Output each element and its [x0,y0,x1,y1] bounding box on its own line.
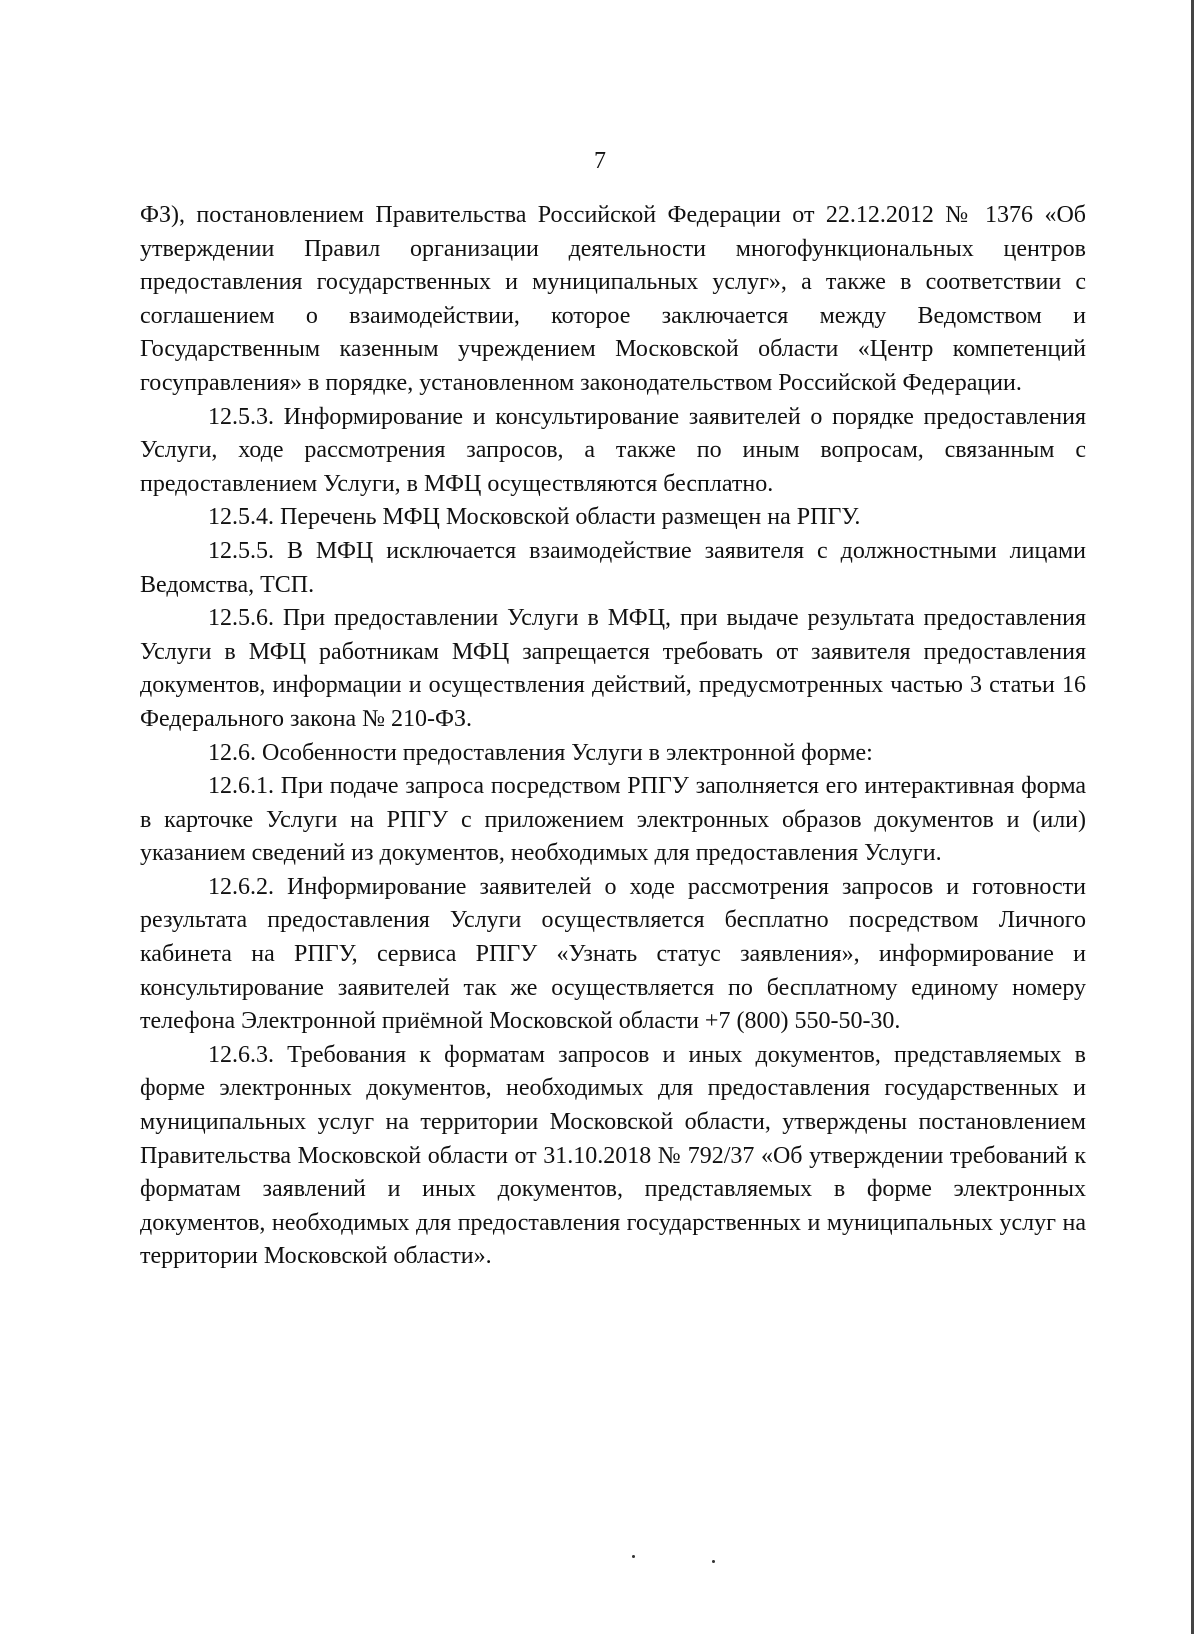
scan-edge [1191,0,1194,1634]
page-number: 7 [594,148,606,174]
scan-speck [712,1560,715,1563]
paragraph-12-5-3: 12.5.3. Информирование и консультирование заявителей о порядке предоставления Услуги, ходе рассмотрения запросов, а также по иным вопросам, связанным с предоставлением Услуги, в МФЦ осуществляются бесплатно. [140,403,1086,497]
paragraph-12-5-4: 12.5.4. Перечень МФЦ Московской области размещен на РПГУ. [208,504,861,531]
paragraph-12-5-5: 12.5.5. В МФЦ исключается взаимодействие заявителя с должностными лицами Ведомства, ТСП. [140,537,1086,598]
paragraph-12-6-1: 12.6.1. При подаче запроса посредством РПГУ заполняется его интерактивная форма в карточке Услуги на РПГУ с приложением электронных образов документов и (или) указанием сведений из документов, необходимых для предоставления Услуги. [140,773,1086,867]
paragraph-12-6: 12.6. Особенности предоставления Услуги в электронной форме: [208,739,873,766]
document-body [140,199,1086,1274]
scan-speck [632,1555,635,1558]
paragraph-12-6-3: 12.6.3. Требования к форматам запросов и иных документов, представляемых в форме электронных документов, необходимых для предоставления государственных и муниципальных услуг на территории Московской области, утверждены постановлением Правительства Московской области от 31.10.2018 № 792/37 «Об утверждении требований к форматам заявлений и иных документов, представляемых в форме электронных документов, необходимых для предоставления государственных и муниципальных услуг на территории Московской области». [140,1041,1086,1270]
paragraph-12-6-2: 12.6.2. Информирование заявителей о ходе рассмотрения запросов и готовности результата предоставления Услуги осуществляется бесплатно посредством Личного кабинета на РПГУ, сервиса РПГУ «Узнать статус заявления», информирование и консультирование заявителей так же осуществляется по бесплатному единому номеру телефона Электронной приёмной Московской области +7 (800) 550-50-30. [140,873,1086,1035]
paragraph-12-5-6: 12.5.6. При предоставлении Услуги в МФЦ, при выдаче результата предоставления Услуги в МФЦ работникам МФЦ запрещается требовать от заявителя предоставления документов, информации и осуществления действий, предусмотренных частью 3 статьи 16 Федерального закона № 210-ФЗ. [140,605,1086,732]
paragraph-continuation: ФЗ), постановлением Правительства Российской Федерации от 22.12.2012 № 1376 «Об утверждении Правил организации деятельности многофункциональных центров предоставления государственных и муниципальных услуг», а также в соответствии с соглашением о взаимодействии, которое заключается между Ведомством и Государственным казенным учреждением Московской области «Центр компетенций госуправления» в порядке, установленном законодательством Российской Федерации. [140,202,1086,396]
